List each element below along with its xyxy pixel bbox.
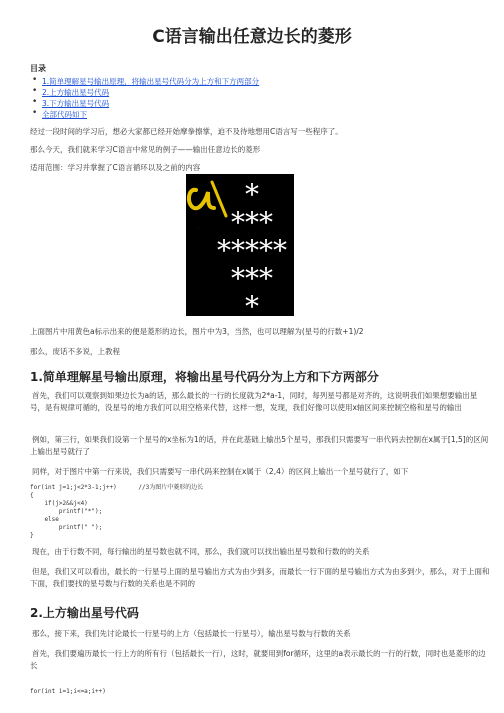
toc-link-section3[interactable]: 3.下方输出星号代码: [42, 99, 110, 108]
paragraph: 例如，第三行，如果我们设第一个星号的x坐标为1的话，并在此基础上输出5个星号，那我们只需要写一串代码去控制在x属于[1,5]的区间上输出星号就行了: [30, 435, 489, 456]
paragraph: 现在，由于行数不同，每行输出的星号数也就不同，那么，我们就可以找出输出星号数和行数的的关系: [32, 547, 370, 556]
star-row: *: [245, 290, 259, 316]
toc-item: [42, 98, 259, 109]
star-row: *: [245, 178, 259, 211]
intro-paragraph: 那么今天，我们就来学习C语言中常见的例子——输出任意边长的菱形: [30, 145, 261, 154]
intro-paragraph: 适用范围：学习并掌握了C语言循环以及之前的内容: [30, 163, 201, 172]
intro-paragraph: 经过一段时间的学习后，想必大家都已经开始摩拳擦掌，迫不及待地想用C语言写一些程序了。: [30, 127, 343, 136]
diamond-image: [186, 174, 294, 316]
toc-item: [42, 109, 259, 120]
section1-heading: 1.简单理解星号输出原理，将输出星号代码分为上方和下方两部分: [30, 370, 379, 384]
paragraph: 那么，废话不多说，上教程: [30, 347, 120, 356]
star-row: ***: [231, 206, 273, 239]
paragraph: 同样，对于图片中第一行来说，我们只需要写一串代码来控制在x属于（2,4）的区间上输出一个星号就行了，如下: [32, 467, 409, 476]
paragraph: 首先，我们可以观察到如果边长为a的话，那么最长的一行的长度就为2*a-1，同时，每列星号都是对齐的，这说明我们如果想要输出星号，是有规律可循的，没星号的地方我们可以用空格来代替，这样一想，发现，我们好像可以使用x轴区间来控制空格和星号的输出: [30, 391, 478, 412]
section2-heading: 2.上方输出星号代码: [30, 606, 139, 620]
code-block: for(int i=1;i<=a;i++): [30, 688, 106, 695]
star-row: ***: [231, 262, 273, 295]
side-label: a: [198, 228, 199, 229]
toc-item: [42, 76, 259, 87]
code-block: for(int j=1;j<2*3-1;j++) //3为图片中菱形的边长 { if(j>2&&j<4) printf("*"); else printf(" "); }: [30, 484, 204, 539]
paragraph: 首先，我们要遍历最长一行上方的所有行（包括最长一行），这时，就要用到for循环，这里的a表示最长的一行的行数，同时也是菱形的边长: [30, 649, 486, 670]
yellow-side-mark: [189, 190, 214, 208]
toc-link-section1[interactable]: 1.简单理解星号输出原理，将输出星号代码分为上方和下方两部分: [42, 77, 260, 86]
yellow-side-line: [212, 182, 226, 216]
paragraph: 那么，接下来，我们先讨论最长一行星号的上方（包括最长一行星号），输出星号数与行数的关系: [32, 629, 351, 638]
paragraph: 但是，我们又可以看出，最长的一行星号上面的星号输出方式为由少到多，而最长一行下面的星号输出方式为由多到少，那么，对于上面和下面，我们要找的星号数与行数的关系也是不同的: [30, 567, 490, 588]
table-of-contents: [42, 76, 259, 120]
toc-link-fullcode[interactable]: 全部代码如下: [42, 110, 87, 119]
toc-item: [42, 87, 259, 98]
toc-label: 目录: [30, 64, 46, 73]
star-row: *****: [217, 234, 287, 267]
diamond-svg: [186, 174, 294, 316]
image-caption: 上面图片中用黄色a标示出来的便是菱形的边长，图片中为3，当然，也可以理解为(星号的行数+1)/2: [30, 327, 364, 336]
page-title: C语言输出任意边长的菱形: [152, 27, 352, 47]
toc-link-section2[interactable]: 2.上方输出星号代码: [42, 88, 110, 97]
